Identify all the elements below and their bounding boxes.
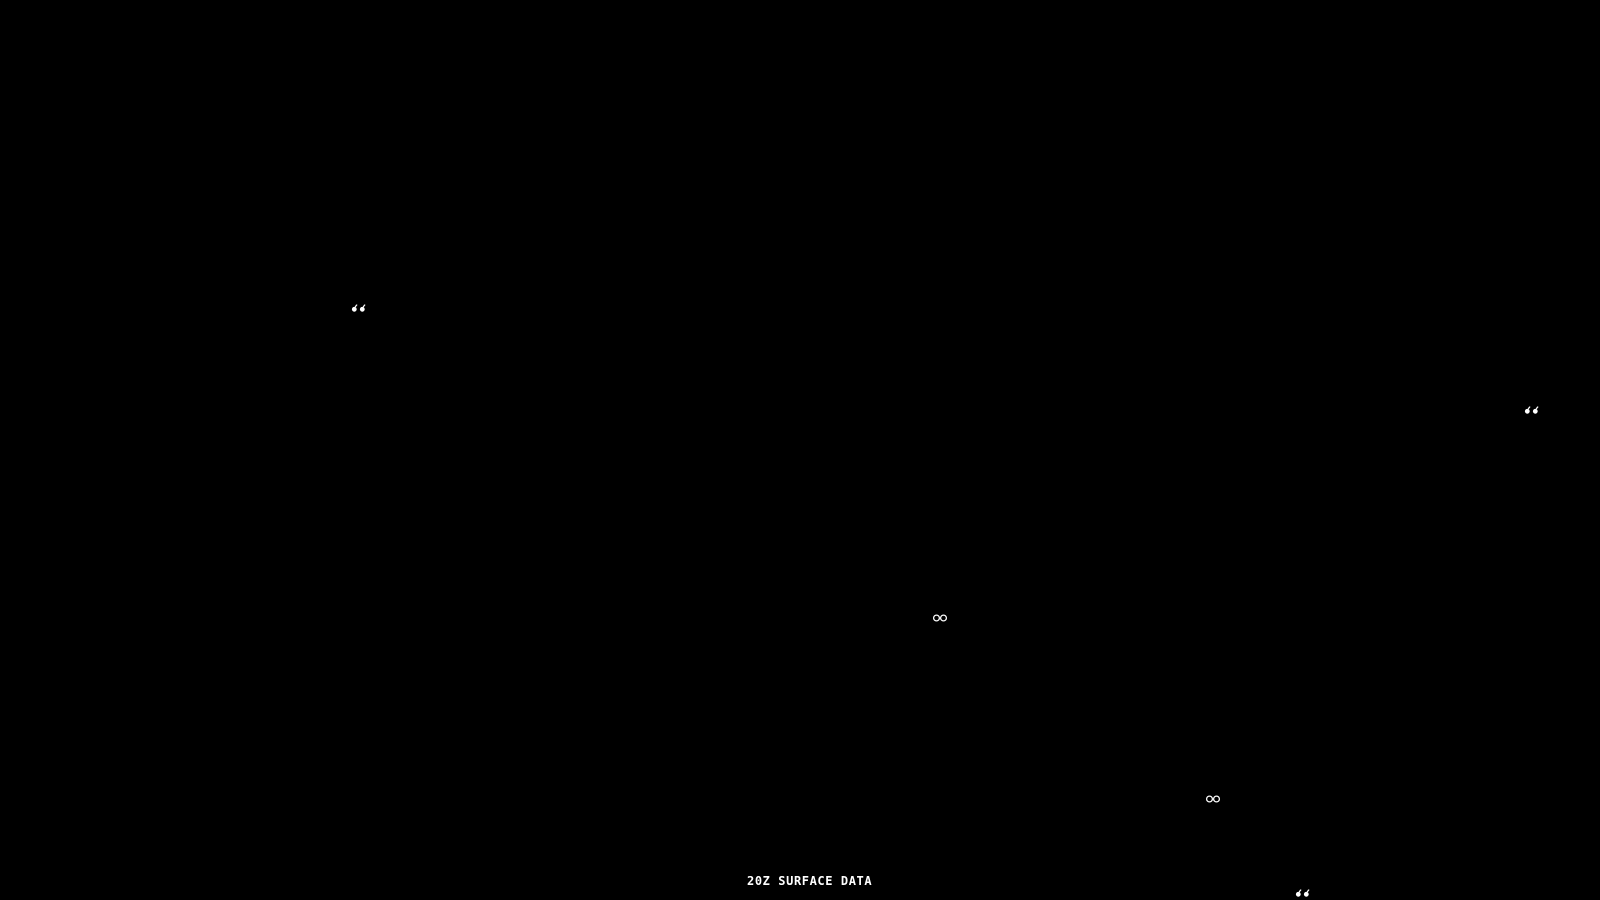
weather-symbol-haze	[933, 614, 948, 623]
haze-infinity-icon	[1206, 795, 1221, 804]
weather-symbol-light-drizzle	[1296, 889, 1311, 898]
drizzle-icon	[1296, 889, 1311, 898]
status-label: 20Z SURFACE DATA	[747, 874, 873, 888]
haze-infinity-icon	[933, 614, 948, 623]
weather-symbol-light-drizzle	[352, 304, 367, 313]
weather-symbol-haze	[1206, 795, 1221, 804]
drizzle-icon	[352, 304, 367, 313]
weather-symbol-light-drizzle	[1525, 406, 1540, 415]
drizzle-icon	[1525, 406, 1540, 415]
